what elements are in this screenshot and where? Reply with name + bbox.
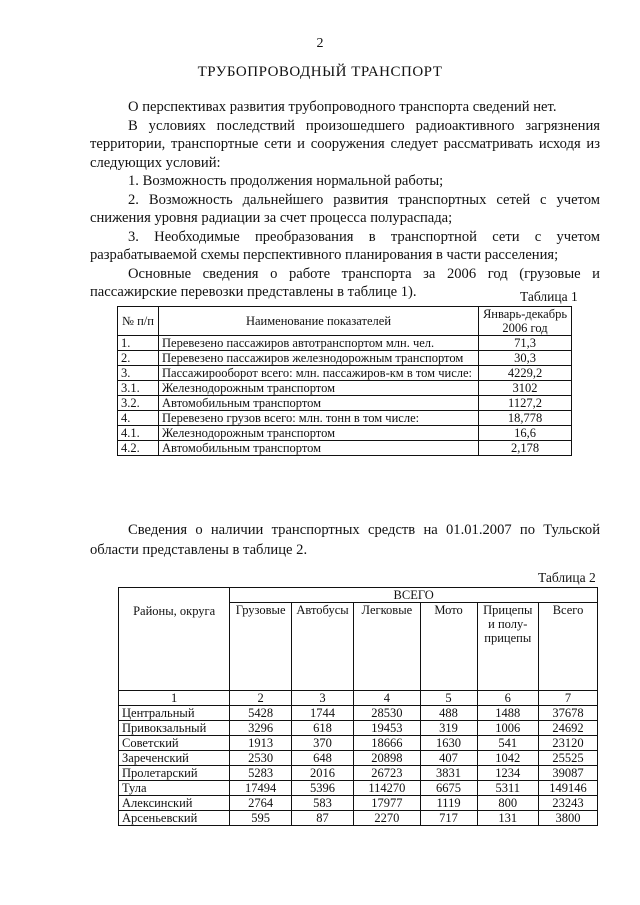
cell-value: 717 — [420, 811, 477, 826]
district-name: Пролетарский — [119, 766, 230, 781]
district-name: Зареченский — [119, 751, 230, 766]
paragraph: 3. Необходимые преобразования в транспортной сети с учетом разрабатываемой схемы перспективного планирования в части расселения; — [90, 228, 600, 263]
cell-value: 149146 — [539, 781, 598, 796]
cell-value: 407 — [420, 751, 477, 766]
column-header: Прицепы и полу-прицепы — [477, 603, 539, 691]
cell-value: 131 — [477, 811, 539, 826]
header-no: № п/п — [118, 307, 159, 336]
table1-body — [118, 336, 572, 456]
row-number: 4.1. — [118, 426, 159, 441]
cell-value: 37678 — [539, 706, 598, 721]
cell-value: 23243 — [539, 796, 598, 811]
cell-value: 1744 — [291, 706, 353, 721]
column-number: 1 — [119, 691, 230, 706]
table-row — [119, 751, 598, 766]
column-number: 4 — [354, 691, 420, 706]
row-name: Перевезено пассажиров автотранспортом млн. чел. — [159, 336, 479, 351]
table-row — [119, 721, 598, 736]
row-number: 3. — [118, 366, 159, 381]
cell-value: 3800 — [539, 811, 598, 826]
cell-value: 18666 — [354, 736, 420, 751]
table-row — [118, 351, 572, 366]
column-header: Грузовые — [230, 603, 292, 691]
cell-value: 25525 — [539, 751, 598, 766]
column-number: 3 — [291, 691, 353, 706]
row-name: Железнодорожным транспортом — [159, 381, 479, 396]
table-header-row — [119, 588, 598, 603]
column-header: Мото — [420, 603, 477, 691]
cell-value: 1234 — [477, 766, 539, 781]
district-name: Центральный — [119, 706, 230, 721]
row-name: Железнодорожным транспортом — [159, 426, 479, 441]
row-number: 4.2. — [118, 441, 159, 456]
district-name: Советский — [119, 736, 230, 751]
column-header: Всего — [539, 603, 598, 691]
cell-value: 2530 — [230, 751, 292, 766]
paragraph: Сведения о наличии транспортных средств на 01.01.2007 по Тульской области представлены в таблице 2. — [90, 522, 600, 558]
cell-value: 114270 — [354, 781, 420, 796]
cell-value: 5283 — [230, 766, 292, 781]
cell-value: 1913 — [230, 736, 292, 751]
intro-text — [90, 98, 600, 302]
table2-body — [119, 706, 598, 826]
cell-value: 19453 — [354, 721, 420, 736]
table-row — [119, 811, 598, 826]
header-name: Наименование показателей — [159, 307, 479, 336]
cell-value: 800 — [477, 796, 539, 811]
row-value: 71,3 — [479, 336, 572, 351]
table-row — [118, 426, 572, 441]
column-header: Автобусы — [291, 603, 353, 691]
cell-value: 1119 — [420, 796, 477, 811]
cell-value: 6675 — [420, 781, 477, 796]
cell-value: 1488 — [477, 706, 539, 721]
table-row — [119, 766, 598, 781]
cell-value: 583 — [291, 796, 353, 811]
row-name: Перевезено пассажиров железнодорожным транспортом — [159, 351, 479, 366]
table2-caption: Таблица 2 — [538, 570, 596, 585]
cell-value: 541 — [477, 736, 539, 751]
cell-value: 648 — [291, 751, 353, 766]
cell-value: 17494 — [230, 781, 292, 796]
row-value: 16,6 — [479, 426, 572, 441]
cell-value: 5396 — [291, 781, 353, 796]
row-name: Автомобильным транспортом — [159, 396, 479, 411]
table-row — [118, 381, 572, 396]
row-value: 3102 — [479, 381, 572, 396]
vehicles-table — [118, 587, 598, 826]
paragraph: О перспективах развития трубопроводного транспорта сведений нет. — [128, 99, 557, 115]
paragraph: В условиях последствий произошедшего радиоактивного загрязнения территории, транспортные сети и сооружения следует рассматривать исходя из следующих условий: — [90, 117, 600, 171]
cell-value: 87 — [291, 811, 353, 826]
row-value: 2,178 — [479, 441, 572, 456]
cell-value: 2016 — [291, 766, 353, 781]
column-header: Легковые — [354, 603, 420, 691]
table-row — [118, 366, 572, 381]
paragraph: 2. Возможность дальнейшего развития транспортных сетей с учетом снижения уровня радиации за счет процесса полураспада; — [90, 191, 600, 226]
row-number: 3.2. — [118, 396, 159, 411]
cell-value: 28530 — [354, 706, 420, 721]
cell-value: 3296 — [230, 721, 292, 736]
district-name: Тула — [119, 781, 230, 796]
column-number: 7 — [539, 691, 598, 706]
table-row — [119, 796, 598, 811]
table-row — [118, 396, 572, 411]
table-row — [119, 706, 598, 721]
district-name: Алексинский — [119, 796, 230, 811]
transport-work-table — [117, 306, 572, 456]
cell-value: 17977 — [354, 796, 420, 811]
cell-value: 2764 — [230, 796, 292, 811]
district-name: Арсеньевский — [119, 811, 230, 826]
cell-value: 23120 — [539, 736, 598, 751]
cell-value: 319 — [420, 721, 477, 736]
row-value: 1127,2 — [479, 396, 572, 411]
row-name: Пассажирооборот всего: млн. пассажиров-км в том числе: — [159, 366, 479, 381]
row-number: 2. — [118, 351, 159, 366]
column-number: 5 — [420, 691, 477, 706]
vehicles-paragraph — [90, 520, 600, 560]
cell-value: 595 — [230, 811, 292, 826]
cell-value: 3831 — [420, 766, 477, 781]
table-row — [118, 441, 572, 456]
column-number: 2 — [230, 691, 292, 706]
page-number: 2 — [316, 36, 324, 51]
cell-value: 370 — [291, 736, 353, 751]
table-header-row — [118, 307, 572, 336]
paragraph: Основные сведения о работе транспорта за 2006 год (грузовые и пассажирские перевозки представлены в таблице 1). — [90, 265, 600, 300]
row-number: 3.1. — [118, 381, 159, 396]
district-name: Привокзальный — [119, 721, 230, 736]
paragraph: 1. Возможность продолжения нормальной работы; — [128, 173, 444, 189]
cell-value: 1042 — [477, 751, 539, 766]
row-number: 1. — [118, 336, 159, 351]
page-title: ТРУБОПРОВОДНЫЙ ТРАНСПОРТ — [197, 64, 443, 80]
header-district: Районы, округа — [119, 588, 230, 691]
table1-caption: Таблица 1 — [520, 289, 578, 304]
cell-value: 24692 — [539, 721, 598, 736]
row-name: Автомобильным транспортом — [159, 441, 479, 456]
cell-value: 5311 — [477, 781, 539, 796]
row-number: 4. — [118, 411, 159, 426]
table-row — [119, 736, 598, 751]
row-value: 4229,2 — [479, 366, 572, 381]
column-number: 6 — [477, 691, 539, 706]
header-total-group: ВСЕГО — [230, 588, 598, 603]
row-value: 18,778 — [479, 411, 572, 426]
row-value: 30,3 — [479, 351, 572, 366]
table-row — [119, 781, 598, 796]
cell-value: 2270 — [354, 811, 420, 826]
table-numbering-row — [119, 691, 598, 706]
cell-value: 1630 — [420, 736, 477, 751]
table-row — [118, 411, 572, 426]
cell-value: 618 — [291, 721, 353, 736]
cell-value: 26723 — [354, 766, 420, 781]
cell-value: 5428 — [230, 706, 292, 721]
cell-value: 1006 — [477, 721, 539, 736]
cell-value: 20898 — [354, 751, 420, 766]
cell-value: 39087 — [539, 766, 598, 781]
table-row — [118, 336, 572, 351]
row-name: Перевезено грузов всего: млн. тонн в том числе: — [159, 411, 479, 426]
cell-value: 488 — [420, 706, 477, 721]
header-value: Январь-декабрь 2006 год — [479, 307, 572, 336]
